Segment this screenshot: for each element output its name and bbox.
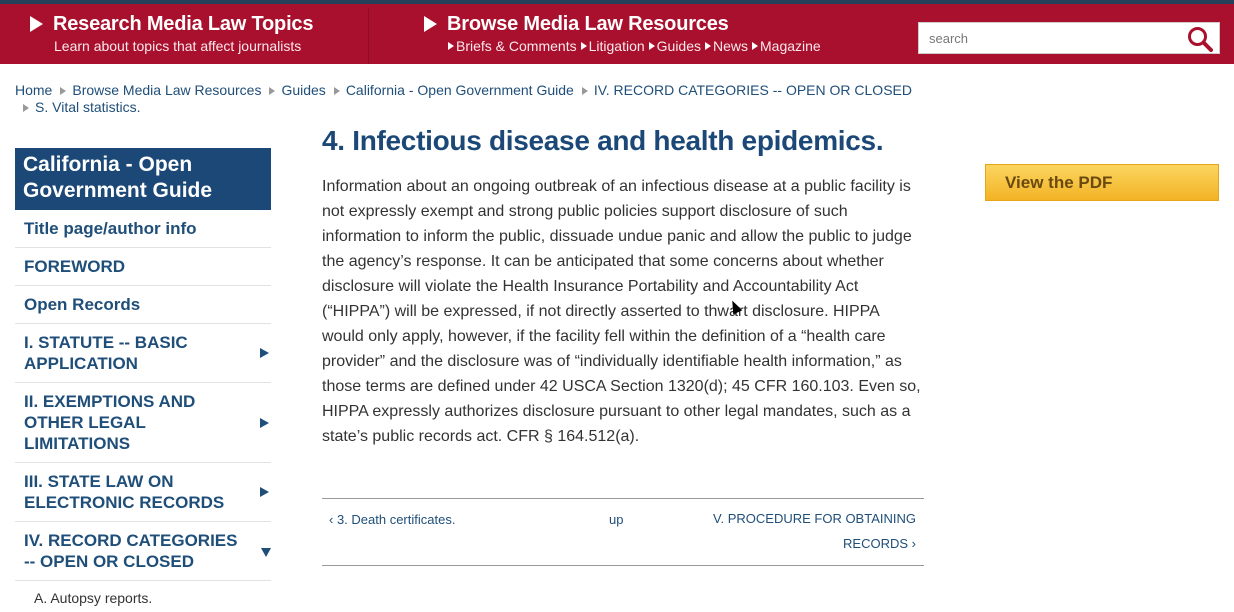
next-page-link[interactable] — [676, 506, 916, 556]
sidebar-item-record-categories[interactable] — [15, 522, 271, 581]
sidebar-item-statute[interactable] — [15, 324, 271, 383]
sidebar-item-label: I. STATUTE -- BASIC APPLICATION — [24, 333, 188, 373]
link-briefs[interactable]: Briefs & Comments — [448, 37, 577, 55]
up-link[interactable]: up — [609, 512, 624, 527]
link-magazine[interactable]: Magazine — [752, 37, 821, 55]
sidebar-item-label: FOREWORD — [24, 257, 126, 276]
breadcrumb-record-categories[interactable]: IV. RECORD CATEGORIES -- OPEN OR CLOSED — [593, 82, 912, 98]
breadcrumb-separator-icon — [269, 87, 275, 95]
breadcrumb-home[interactable]: Home — [15, 82, 53, 98]
breadcrumb-guides[interactable]: Guides — [281, 82, 326, 98]
sidebar-item-label: II. EXEMPTIONS AND OTHER LEGAL LIMITATIONS — [24, 392, 196, 453]
link-news[interactable]: News — [705, 37, 748, 55]
page-title: 4. Infectious disease and health epidemics. — [322, 125, 884, 156]
sidebar-subitem-autopsy[interactable]: A. Autopsy reports. — [34, 590, 153, 606]
chevron-down-icon[interactable] — [261, 548, 271, 557]
mini-triangle-icon — [581, 42, 587, 50]
sidebar-item-exemptions[interactable] — [15, 383, 271, 463]
breadcrumb-separator-icon — [334, 87, 340, 95]
sidebar-item-open-records[interactable] — [15, 286, 271, 324]
browse-resources-title[interactable]: Browse Media Law Resources — [447, 13, 729, 35]
sidebar-item-label: Title page/author info — [24, 219, 197, 238]
browse-resources-nav[interactable] — [424, 12, 821, 55]
breadcrumb-separator-icon — [23, 104, 29, 112]
next-page-line1: V. PROCEDURE FOR OBTAINING — [713, 511, 916, 526]
search-box — [918, 22, 1220, 54]
chevron-right-icon[interactable] — [260, 348, 269, 358]
breadcrumb-california-guide[interactable]: California - Open Government Guide — [345, 82, 574, 98]
mini-triangle-icon — [705, 42, 711, 50]
main-content — [322, 124, 924, 449]
breadcrumb-separator-icon — [60, 87, 66, 95]
search-input[interactable] — [919, 23, 1179, 53]
site-header — [0, 0, 1234, 64]
sidebar-item-electronic-records[interactable] — [15, 463, 271, 522]
sidebar-item-label: IV. RECORD CATEGORIES -- OPEN OR CLOSED — [24, 531, 238, 571]
book-navigation — [322, 498, 924, 566]
triangle-right-icon — [424, 16, 437, 32]
mini-triangle-icon — [649, 42, 655, 50]
research-topics-nav[interactable] — [30, 12, 313, 55]
search-icon[interactable] — [1187, 26, 1213, 52]
link-guides[interactable]: Guides — [649, 37, 701, 55]
sidebar-item-foreword[interactable] — [15, 248, 271, 286]
triangle-right-icon — [30, 16, 43, 32]
view-pdf-button[interactable]: View the PDF — [985, 164, 1219, 201]
sidebar-item-label: Open Records — [24, 295, 141, 314]
sidebar-item-label: III. STATE LAW ON ELECTRONIC RECORDS — [24, 472, 225, 512]
link-litigation[interactable]: Litigation — [581, 37, 645, 55]
next-page-line2: RECORDS › — [843, 536, 916, 551]
sidebar-title[interactable]: California - Open Government Guide — [15, 148, 271, 210]
prev-page-link[interactable]: ‹ 3. Death certificates. — [329, 512, 456, 527]
browse-resources-links — [448, 37, 821, 55]
research-topics-title[interactable]: Research Media Law Topics — [53, 13, 314, 35]
research-topics-subtitle[interactable]: Learn about topics that affect journalists — [54, 38, 302, 54]
breadcrumb-separator-icon — [582, 87, 588, 95]
sidebar-nav — [15, 210, 271, 581]
mini-triangle-icon — [448, 42, 454, 50]
mini-triangle-icon — [752, 42, 758, 50]
header-divider — [368, 8, 369, 64]
breadcrumb — [15, 82, 925, 116]
guide-sidebar — [15, 148, 271, 606]
chevron-right-icon[interactable] — [260, 487, 269, 497]
sidebar-item-title-page[interactable] — [15, 210, 271, 248]
breadcrumb-vital-statistics[interactable]: S. Vital statistics. — [35, 99, 141, 115]
chevron-right-icon[interactable] — [260, 418, 269, 428]
breadcrumb-browse[interactable]: Browse Media Law Resources — [72, 82, 262, 98]
article-body: Information about an ongoing outbreak of an infectious disease at a public facility is not expressly exempt and strong public policies support disclosure of such information to inform the public, dissuade undue panic and allow the public to judge the agency’s response. It can be anticipated that some concerns about whether disclosure will violate the Health Insurance Portability and Accountability Act (“HIPPA”) will be expressed, if not directly asserted to thwart disclosure. HIPPA would only apply, however, if the facility fell within the definition of a “health care provider” and the disclosure was of “individually identifiable health information,” as those terms are defined under 42 USCA Section 1320(d); 45 CFR 160.103. Even so, HIPPA expressly authorizes disclosure pursuant to other legal mandates, such as a state’s public records act. CFR § 164.512(a). — [322, 178, 921, 445]
